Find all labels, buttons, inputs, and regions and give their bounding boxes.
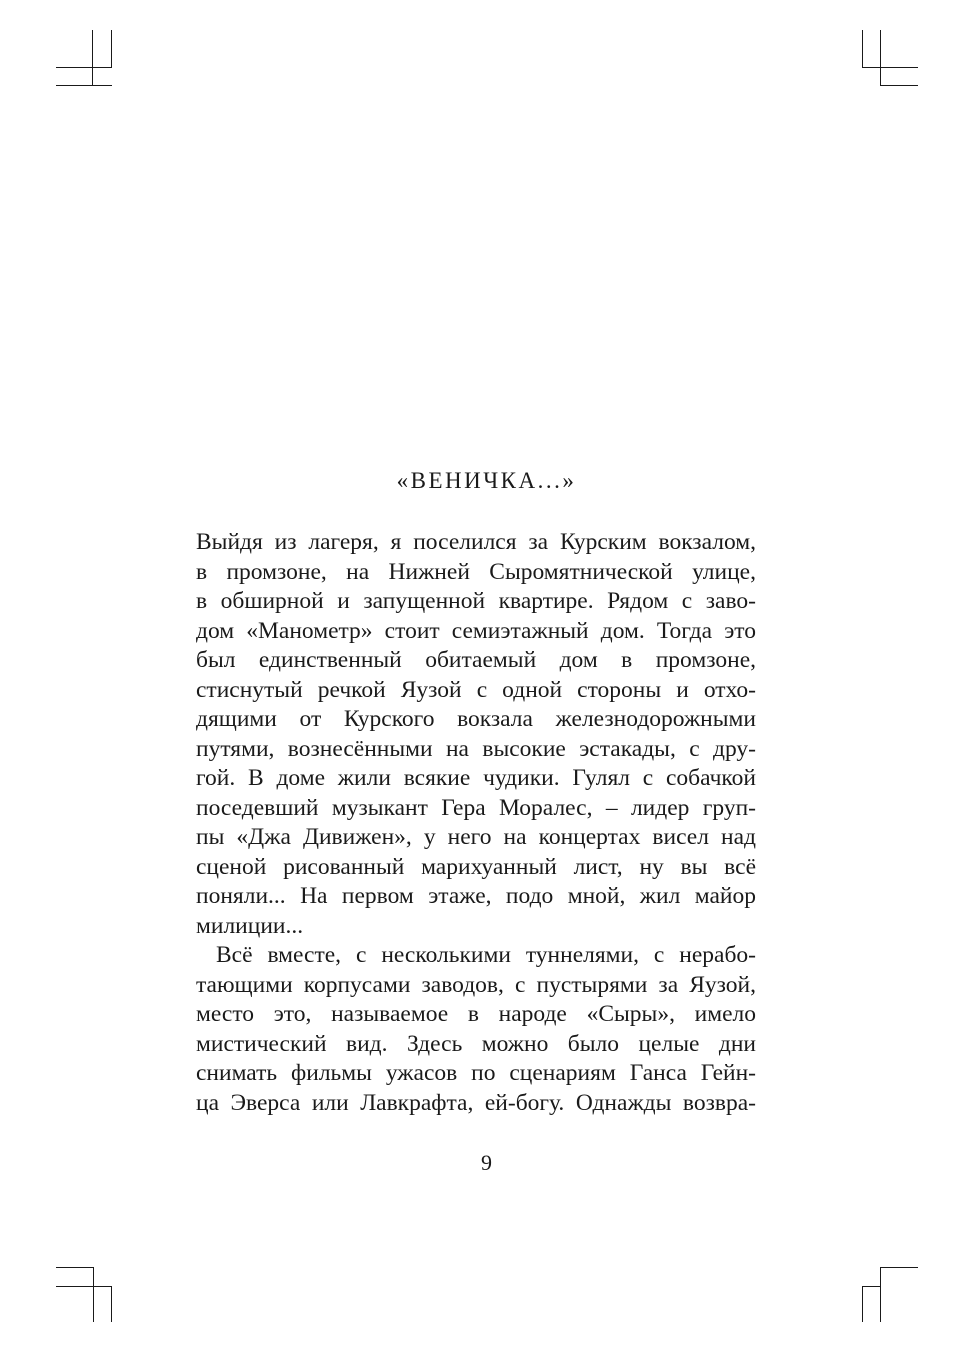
text-line: сценой рисованный марихуанный лист, ну вы всё bbox=[196, 853, 756, 880]
text-line: поняли... На первом этаже, подо мной, жил майор bbox=[196, 883, 756, 909]
chapter-title: «ВЕНИЧКА...» bbox=[396, 468, 577, 493]
text-line: милиции... bbox=[196, 912, 304, 939]
crop-mark-bottom-left-vertical-outer bbox=[93, 1267, 94, 1322]
text-line: ца Эверса или Лавкрафта, ей-богу. Однажды возвра- bbox=[196, 1089, 756, 1116]
text-line: Выйдя из лагеря, я поселился за Курским вокзалом, bbox=[196, 529, 756, 555]
text-line: гой. В доме жили всякие чудики. Гулял с собачкой bbox=[196, 765, 756, 791]
text-line: поседевший музыкант Гера Моралес, – лидер груп- bbox=[196, 794, 756, 821]
page-number: 9 bbox=[481, 1150, 492, 1175]
crop-mark-top-left-vertical-outer bbox=[92, 30, 93, 85]
text-line: в обширной и запущенной квартире. Рядом с заво- bbox=[196, 588, 756, 614]
paragraph bbox=[196, 941, 756, 1118]
crop-mark-bottom-right-vertical-outer bbox=[880, 1267, 881, 1322]
crop-mark-top-right-horizontal bbox=[880, 85, 918, 86]
paragraph bbox=[196, 528, 756, 941]
text-line: был единственный обитаемый дом в промзоне, bbox=[196, 647, 756, 673]
crop-mark-top-left-horizontal-inner bbox=[56, 67, 112, 68]
crop-mark-top-right-horizontal-inner bbox=[862, 67, 918, 68]
crop-mark-bottom-left-vertical-inner bbox=[111, 1286, 112, 1322]
crop-mark-bottom-left-horizontal-inner bbox=[56, 1286, 112, 1287]
text-line: пы «Джа Дивижен», у него на концертах висел над bbox=[196, 824, 756, 850]
crop-mark-top-right-vertical-outer bbox=[862, 30, 863, 67]
text-line: снимать фильмы ужасов по сценариям Ганса Гейн- bbox=[196, 1060, 756, 1086]
crop-mark-bottom-right-vertical-inner bbox=[862, 1286, 863, 1322]
text-line: место это, называемое в народе «Сыры», имело bbox=[196, 1001, 756, 1027]
crop-mark-top-right-vertical-inner bbox=[880, 30, 881, 85]
body-text bbox=[196, 528, 756, 1118]
text-line: дом «Манометр» стоит семиэтажный дом. Тогда это bbox=[196, 617, 756, 644]
crop-mark-top-left-horizontal bbox=[56, 85, 112, 86]
text-line: стиснутый речкой Яузой с одной стороны и отхо- bbox=[196, 676, 756, 703]
text-line: в промзоне, на Нижней Сыромятнической улице, bbox=[196, 558, 756, 585]
crop-mark-bottom-right-horizontal bbox=[880, 1267, 918, 1268]
text-line: дящими от Курского вокзала железнодорожными bbox=[196, 706, 756, 732]
crop-mark-bottom-left-horizontal bbox=[56, 1267, 94, 1268]
crop-mark-top-left-vertical-inner bbox=[111, 30, 112, 67]
text-line: путями, вознесёнными на высокие эстакады, с дру- bbox=[196, 735, 756, 762]
text-line: мистический вид. Здесь можно было целые дни bbox=[196, 1030, 756, 1057]
text-line: Всё вместе, с несколькими туннелями, с нерабо- bbox=[216, 942, 756, 968]
text-line: тающими корпусами заводов, с пустырями за Яузой, bbox=[196, 971, 756, 998]
crop-mark-bottom-right-horizontal-inner bbox=[862, 1286, 880, 1287]
